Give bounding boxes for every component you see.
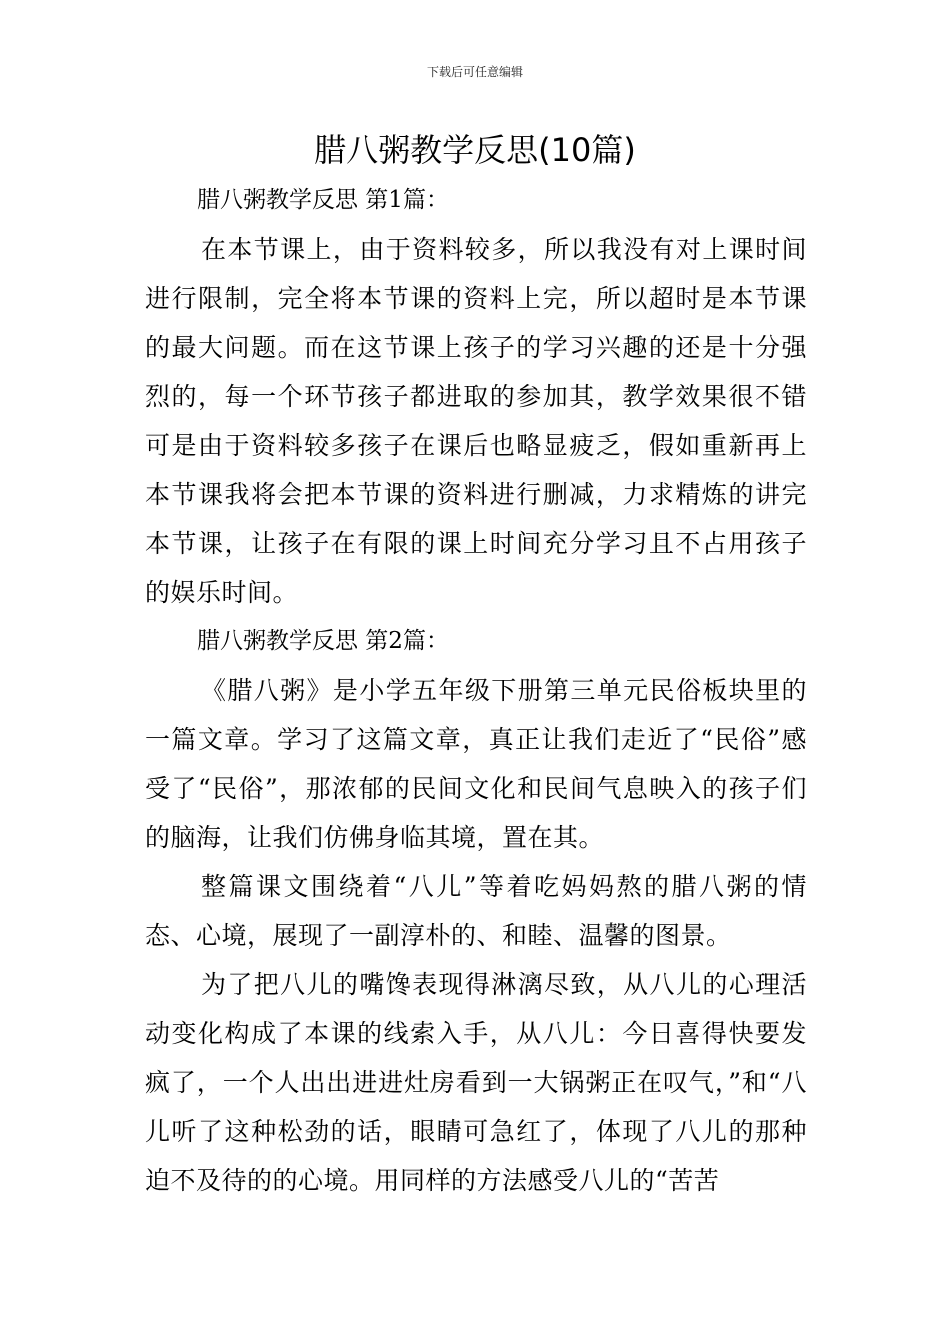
section-2-paragraph-3: 为了把八儿的嘴馋表现得淋漓尽致，从八儿的心理活动变化构成了本课的线索入手，从八儿：今日喜得快要发疯了，一个人出出进进灶房看到一大锅粥正在叹气，”和“八儿听了这种松劲的话，眼睛可急红了，体现了八儿的那种迫不及待的的心境。用同样的方法感受八儿的“苦苦 <box>145 970 807 1195</box>
section-1-paragraph-1: 在本节课上，由于资料较多，所以我没有对上课时间进行限制，完全将本节课的资料上完，所以超时是本节课的最大问题。而在这节课上孩子的学习兴趣的还是十分强烈的，每一个环节孩子都进取的参加其，教学效果很不错可是由于资料较多孩子在课后也略显疲乏，假如重新再上本节课我将会把本节课的资料进行删减，力求精炼的讲完本节课，让孩子在有限的课上时间充分学习且不占用孩子的娱乐时间。 <box>145 235 807 607</box>
section-1 <box>145 176 807 617</box>
section-2 <box>145 617 807 1205</box>
document-title: 腊八粥教学反思(10篇) <box>314 131 636 169</box>
header-note: 下载后可任意编辑 <box>426 65 523 79</box>
section-1-heading: 腊八粥教学反思 第1篇： <box>197 187 449 213</box>
section-2-paragraph-2: 整篇课文围绕着“八儿”等着吃妈妈熬的腊八粥的情态、心境，展现了一副淳朴的、和睦、温馨的图景。 <box>145 872 807 950</box>
section-2-paragraph-1: 《腊八粥》是小学五年级下册第三单元民俗板块里的一篇文章。学习了这篇文章，真正让我们走近了“民俗”感受了“民俗”，那浓郁的民间文化和民间气息映入的孩子们的脑海，让我们仿佛身临其境，置在其。 <box>145 676 807 852</box>
section-2-heading: 腊八粥教学反思 第2篇： <box>197 628 449 654</box>
document-body <box>145 176 807 1205</box>
